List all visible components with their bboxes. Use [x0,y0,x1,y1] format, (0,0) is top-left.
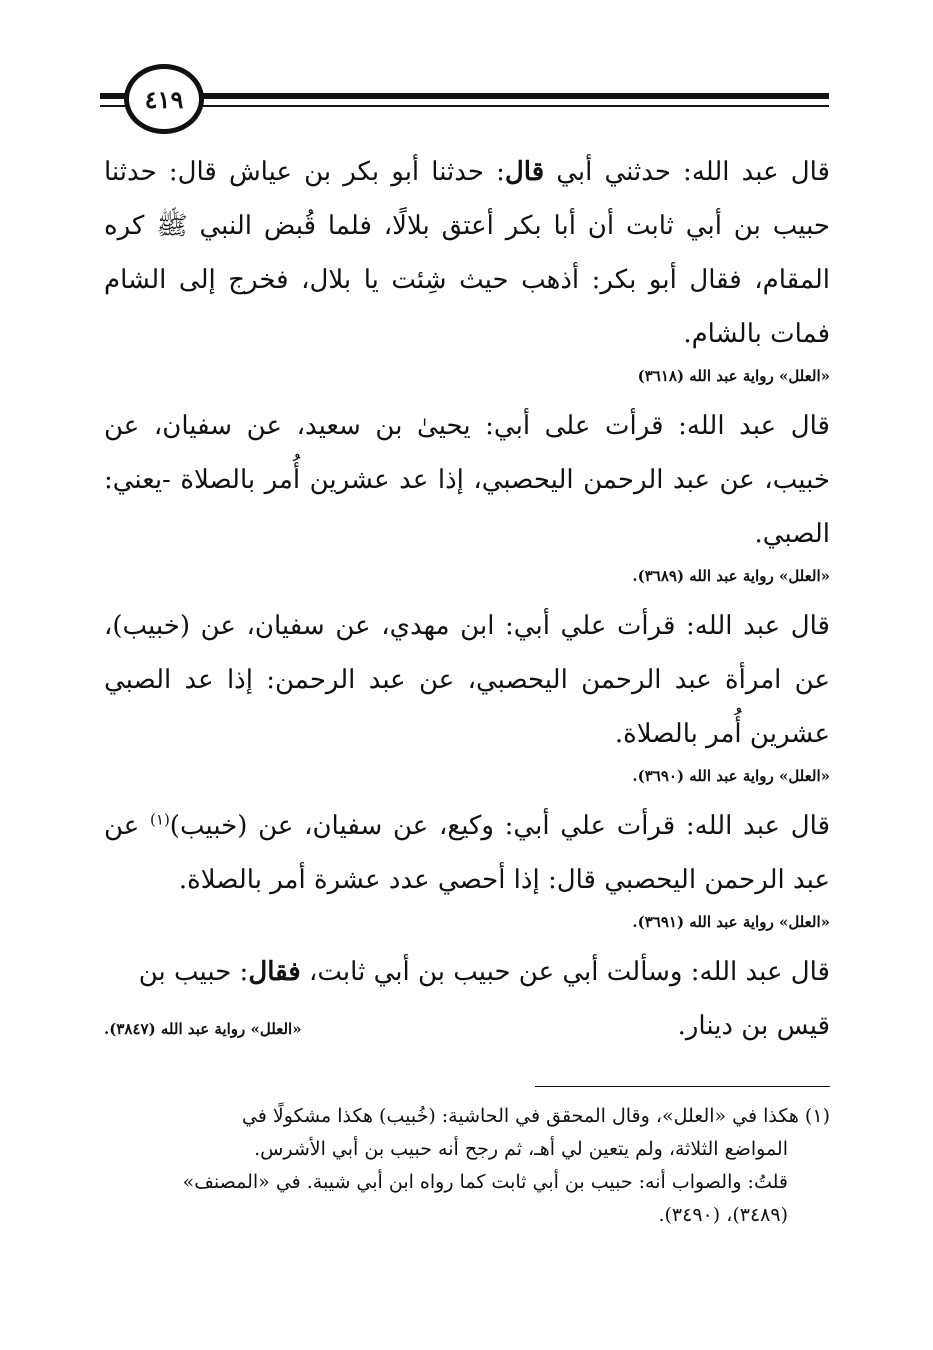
entry-3-text: قال عبد الله: قرأت علي أبي: ابن مهدي، عن سفيان، عن (خبيب)، عن امرأة عبد الرحمن اليحصبي، عن عبد الرحمن: إذا عد الصبي عشرين أُمر بالصلاة. [104,611,830,749]
entry-5-text: قال عبد الله: وسألت أبي عن حبيب بن أبي ثابت، فقال: حبيب بن [138,957,830,987]
entry-2-reference: «العلل» رواية عبد الله (٣٦٨٩). [632,567,830,585]
footnote-separator [535,1086,830,1087]
footnotes [104,1100,830,1232]
entry-1-text: قال عبد الله: حدثني أبي قال: حدثنا أبو بكر بن عياش قال: حدثنا حبيب بن أبي ثابت أن أبا بكر أعتق بلالًا، فلما قُبض النبي ﷺ كره المقام، فقال أبو بكر: أذهب حيث شِئت يا بلال، فخرج إلى الشام فمات بالشام. [104,157,830,349]
page-number: ٤١٩ [124,64,204,134]
page-header [0,0,933,140]
entry-5-text-end: قيس بن دينار. [677,1011,830,1041]
footnote-line-1: (١) هكذا في «العلل»، وقال المحقق في الحاشية: (خُبيب) هكذا مشكولًا في [241,1105,830,1127]
entry-5-label: فقال [248,957,301,987]
footnote-line-2: المواضع الثلاثة، ولم يتعين لي أهـ، ثم رجح أنه حبيب بن أبي الأشرس. [254,1138,788,1160]
header-rule-thick [100,93,829,99]
entry-5-last-line [104,999,830,1053]
header-rule-thin [100,105,829,107]
entry-4-reference: «العلل» رواية عبد الله (٣٦٩١). [632,913,830,931]
footnote-line-4: (٣٤٨٩)، (٣٤٩٠). [658,1204,788,1226]
main-text [104,145,830,1053]
entry-4-text: قال عبد الله: قرأت علي أبي: وكيع، عن سفيان، عن (خبيب)$^{(١)}$ عن عبد الرحمن اليحصبي قال: إذا أحصي عدد عشرة أمر بالصلاة. [104,810,830,895]
entry-1-reference: «العلل» رواية عبد الله (٣٦١٨) [637,367,830,385]
entry-5-reference: «العلل» رواية عبد الله (٣٨٤٧). [104,1020,302,1038]
entry-3-reference: «العلل» رواية عبد الله (٣٦٩٠). [632,767,830,785]
footnote-marker[interactable]: (١) [150,810,170,829]
footnote-line-3: قلتُ: والصواب أنه: حبيب بن أبي ثابت كما رواه ابن أبي شيبة. في «المصنف» [182,1171,788,1193]
entry-1-label: قال [504,157,545,187]
entry-2-text: قال عبد الله: قرأت على أبي: يحيىٰ بن سعيد، عن سفيان، عن خبيب، عن عبد الرحمن اليحصبي، إذا عد عشرين أُمر بالصلاة -يعني: الصبي. [104,411,830,549]
